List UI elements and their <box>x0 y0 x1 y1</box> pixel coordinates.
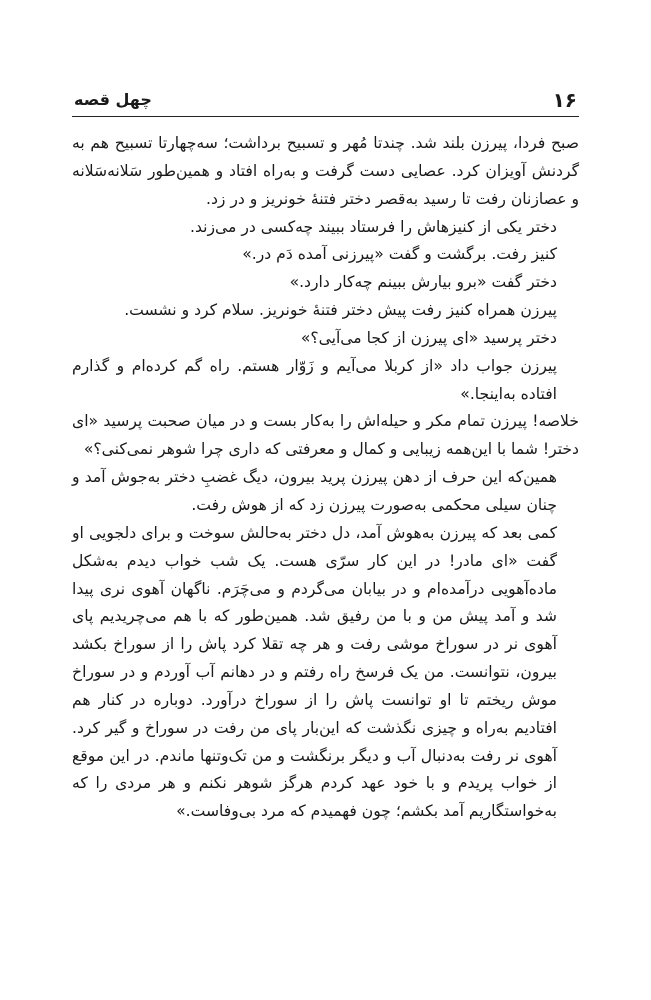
body-text <box>72 130 579 826</box>
paragraph: صبح فردا، پیرزن بلند شد. چندتا مُهر و تسبیح برداشت؛ سه‌چهارتا تسبیح هم به گردنش آویزان کرد. عصایی دست گرفت و به‌راه افتاد و همین‌طور سَلانه‌سَلانه و عصازنان رفت تا رسید به‌قصر دختر فتنهٔ خونریز و در زد. <box>72 134 579 208</box>
paragraph: پیرزن جواب داد «از کربلا می‌آیم و زَوّار هستم. راه گم کرده‌ام و گذارم افتاده به‌اینجا.» <box>72 356 557 403</box>
paragraph: دختر یکی از کنیزهاش را فرستاد ببیند چه‌کسی در می‌زند. <box>190 217 557 236</box>
paragraph: پیرزن همراه کنیز رفت پیش دختر فتنهٔ خونریز. سلام کرد و نشست. <box>124 301 557 320</box>
running-title: چهل قصه <box>74 90 152 109</box>
paragraph: دختر پرسید «ای پیرزن از کجا می‌آیی؟» <box>300 328 557 347</box>
paragraph: کمی بعد که پیرزن به‌هوش آمد، دل دختر به‌حالش سوخت و برای دلجویی او گفت «ای مادر! در این کار سرّی هست. یک شب خواب دیدم به‌شکل ماده‌آهویی درآمده‌ام و در بیابان می‌گردم و می‌چَرَم. ناگهان آهوی نری پیدا شد و آمد پیش من و با من رفیق شد. همین‌طور که با هم می‌چریدیم پای آهوی نر در سوراخ موشی رفت و هر چه تقلا کرد پاش را از سوراخ بکشد بیرون، نتوانست. من یک فرسخ راه رفتم و در دهانم آب آوردم و در سوراخ موش ریختم تا او توانست پاش را از سوراخ درآورد. دوباره در کنار هم افتادیم به‌راه و چیزی نگذشت که این‌بار پای من رفت در سوراخ و گیر کرد. آهوی نر رفت به‌دنبال آب و دیگر برنگشت و من تک‌وتنها ماندم. در این موقع از خواب پریدم و با خود عهد کردم هرگز شوهر نکنم و هر مردی را که به‌خواستگاریم آمد بکشم؛ چون فهمیدم که مرد بی‌وفاست.» <box>72 523 557 821</box>
page-number: ۱۶ <box>552 88 577 112</box>
page-header <box>72 82 579 117</box>
paragraph: دختر گفت «برو بیارش ببینم چه‌کار دارد.» <box>289 273 557 292</box>
paragraph: کنیز رفت. برگشت و گفت «پیرزنی آمده دَم در.» <box>242 245 557 264</box>
paragraph: خلاصه! پیرزن تمام مکر و حیله‌اش را به‌کار بست و در میان صحبت پرسید «ای دختر! شما با این‌همه زیبایی و کمال و معرفتی که داری چرا شوهر نمی‌کنی؟» <box>72 412 579 459</box>
paragraph: همین‌که این حرف از دهن پیرزن پرید بیرون، دیگ غضبِ دختر به‌جوش آمد و چنان سیلی محکمی به‌صورت پیرزن زد که از هوش رفت. <box>72 468 557 514</box>
